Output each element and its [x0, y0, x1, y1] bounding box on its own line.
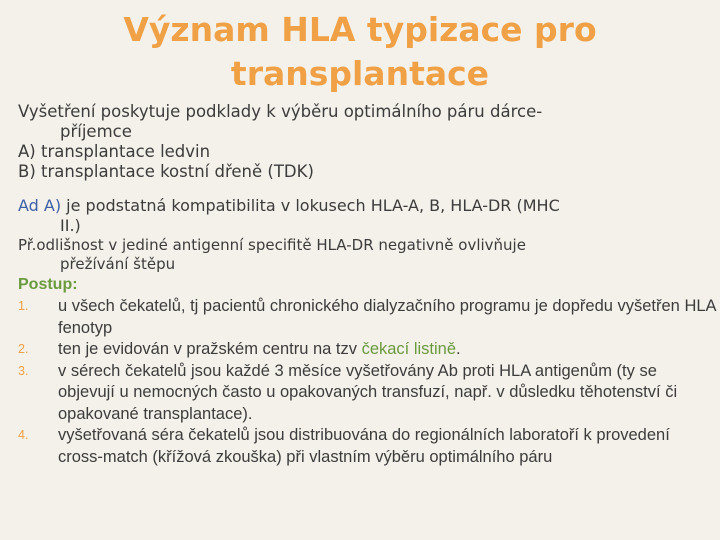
- item-text: v sérech čekatelů jsou každé 3 měsíce vyšetřovány Ab proti HLA antigenům (ty se objevují u nemocných často u opakovaných transfuzí, např. v důsledku těhotenství či opakované transplantace).: [58, 361, 678, 423]
- list-item: [18, 425, 718, 468]
- slide-title: Význam HLA typizace pro transplantace: [123, 10, 597, 93]
- option-a: A) transplantace ledvin: [18, 142, 211, 161]
- intro-line-cont: příjemce: [60, 122, 132, 141]
- ad-a-cont: II.): [60, 216, 81, 235]
- note-cont: přežívání štěpu: [60, 255, 176, 273]
- item-text-post: .: [456, 340, 461, 358]
- list-item: [18, 296, 718, 339]
- list-item: [18, 339, 718, 361]
- list-item: [18, 361, 718, 426]
- postup-heading: Postup:: [18, 276, 78, 293]
- item-number: 4.: [18, 428, 29, 442]
- item-text: vyšetřovaná séra čekatelů jsou distribuována do regionálních laboratoří k provedení cross-match (křížová zkouška) při vlastním výběru optimálního páru: [58, 426, 670, 466]
- item-number: 3.: [18, 363, 29, 378]
- slide-content: [18, 102, 718, 468]
- item-number: 1.: [18, 299, 29, 313]
- intro-paragraph: [18, 102, 718, 182]
- postup-list: [18, 296, 718, 468]
- note-text: Př.odlišnost v jediné antigenní specifitě HLA-DR negativně ovlivňuje: [18, 236, 526, 254]
- option-b: B) transplantace kostní dřeně (TDK): [18, 162, 314, 181]
- item-text: u všech čekatelů, tj pacientů chronického dialyzačního programu je dopředu vyšetřen HLA fenotyp: [58, 297, 716, 337]
- item-text-pre: ten je evidován v pražském centru na tzv: [58, 340, 362, 358]
- note-paragraph: [18, 236, 718, 274]
- item-number: 2.: [18, 342, 29, 356]
- intro-line: Vyšetření poskytuje podklady k výběru optimálního páru dárce-: [18, 102, 543, 121]
- ad-a-text: je podstatná kompatibilita v lokusech HLA-A, B, HLA-DR (MHC: [61, 196, 560, 215]
- ad-a-label: Ad A): [18, 196, 62, 215]
- cekaci-listina-highlight: čekací listině: [361, 340, 457, 358]
- ad-a-paragraph: [18, 196, 718, 236]
